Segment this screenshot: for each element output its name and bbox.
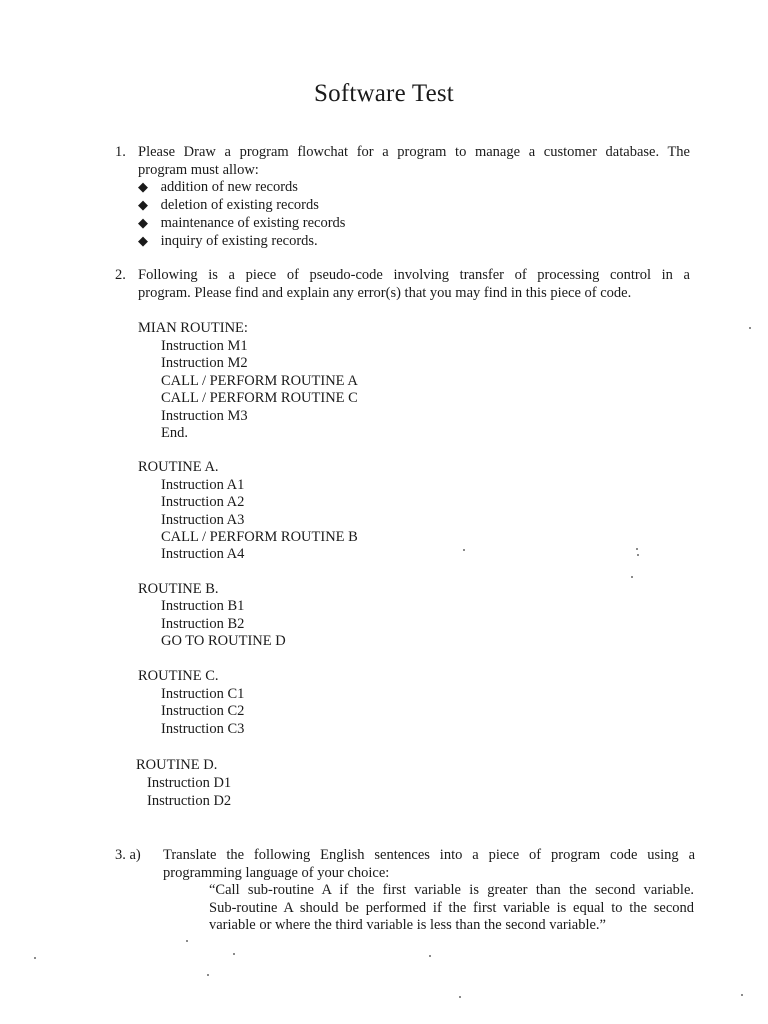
code-line: Instruction A4 [161, 546, 245, 562]
diamond-bullet-icon: ◆ [138, 179, 148, 194]
quote-line: Sub-routine A should be performed if the first variable is equal to the second [209, 900, 694, 916]
code-line: Instruction M2 [161, 355, 248, 371]
code-line: Instruction D1 [147, 775, 232, 791]
code-line: Instruction B2 [161, 616, 245, 632]
scan-speck [637, 554, 639, 556]
code-line: Instruction B1 [161, 598, 245, 614]
scan-speck [233, 953, 235, 955]
list-item [138, 214, 345, 232]
code-line: Instruction C2 [161, 703, 245, 719]
list-item [138, 232, 318, 250]
code-line: Instruction M1 [161, 338, 248, 354]
scan-speck [463, 549, 465, 551]
code-line: CALL / PERFORM ROUTINE C [161, 390, 358, 406]
code-line: Instruction A1 [161, 477, 245, 493]
scan-speck [459, 996, 461, 998]
routine-heading: ROUTINE B. [138, 581, 219, 597]
bullet-text: maintenance of existing records [160, 215, 346, 231]
routine-heading: ROUTINE A. [138, 459, 219, 475]
scan-speck [207, 974, 209, 976]
code-line: CALL / PERFORM ROUTINE A [161, 373, 358, 389]
code-line: Instruction D2 [147, 793, 232, 809]
code-line: Instruction A2 [161, 494, 245, 510]
question-text-line: programming language of your choice: [163, 865, 390, 881]
routine-heading: MIAN ROUTINE: [138, 320, 248, 336]
bullet-text: inquiry of existing records. [160, 233, 318, 249]
diamond-bullet-icon: ◆ [138, 215, 148, 230]
code-line: Instruction C3 [161, 721, 245, 737]
scan-speck [749, 327, 751, 329]
scan-speck [631, 576, 633, 578]
question-text-line: Translate the following English sentences into a piece of program code using a [163, 847, 695, 863]
question-text-line: program. Please find and explain any error(s) that you may find in this piece of code. [138, 285, 632, 301]
scan-speck [741, 994, 743, 996]
code-line: End. [161, 425, 188, 441]
scan-speck [186, 940, 188, 942]
quote-line: “Call sub-routine A if the first variable is greater than the second variable. [209, 882, 694, 898]
bullet-text: addition of new records [160, 179, 298, 195]
question-number: 2. [115, 267, 126, 283]
question-number: 3. a) [115, 847, 141, 863]
scan-speck [34, 957, 36, 959]
scan-speck [636, 548, 638, 550]
list-item [138, 196, 319, 214]
code-line: Instruction C1 [161, 686, 245, 702]
question-number: 1. [115, 144, 126, 160]
diamond-bullet-icon: ◆ [138, 233, 148, 248]
list-item [138, 178, 298, 196]
bullet-text: deletion of existing records [160, 197, 319, 213]
question-text-line: Please Draw a program flowchat for a program to manage a customer database. The [138, 144, 690, 160]
routine-heading: ROUTINE D. [136, 757, 218, 773]
diamond-bullet-icon: ◆ [138, 197, 148, 212]
page-title: Software Test [314, 80, 454, 107]
code-line: Instruction A3 [161, 512, 245, 528]
routine-heading: ROUTINE C. [138, 668, 219, 684]
question-text-line: Following is a piece of pseudo-code involving transfer of processing control in a [138, 267, 690, 283]
code-line: GO TO ROUTINE D [161, 633, 286, 649]
quote-line: variable or where the third variable is less than the second variable.” [209, 917, 606, 933]
scan-speck [429, 955, 431, 957]
question-text-line: program must allow: [138, 162, 259, 178]
code-line: Instruction M3 [161, 408, 248, 424]
code-line: CALL / PERFORM ROUTINE B [161, 529, 358, 545]
